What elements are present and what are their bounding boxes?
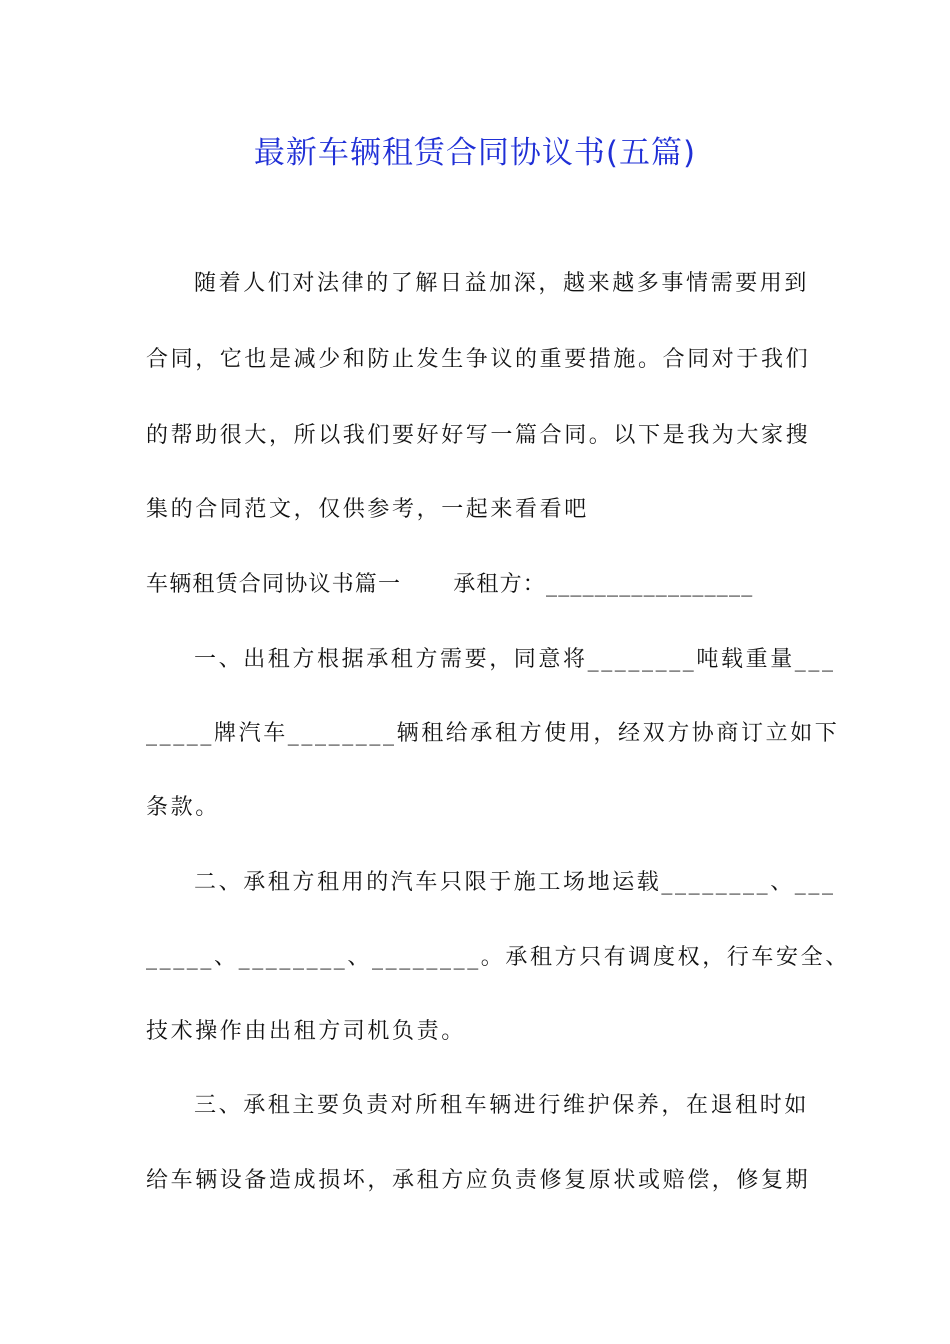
- intro-line-2: 合同，它也是减少和防止发生争议的重要措施。合同对于我们: [146, 347, 811, 372]
- section-heading: 车辆租赁合同协议书篇一: [146, 572, 402, 597]
- clause-2-line-3: 技术操作由出租方司机负责。: [146, 1019, 466, 1044]
- section-heading-row: [146, 567, 753, 603]
- intro-line-4: 集的合同范文，仅供参考，一起来看看吧: [146, 497, 589, 522]
- intro-line-3: 的帮助很大，所以我们要好好写一篇合同。以下是我为大家搜: [146, 423, 811, 448]
- document-title: 最新车辆租赁合同协议书(五篇): [253, 135, 697, 171]
- lessee-label: 承租方：_________________: [453, 572, 754, 597]
- clause-1-line-2: _____牌汽车________辆租给承租方使用，经双方协商订立如下: [146, 721, 840, 746]
- clause-1-line-3: 条款。: [146, 795, 220, 820]
- clause-1-line-1: 一、出租方根据承租方需要，同意将________吨载重量___: [194, 647, 836, 672]
- clause-2-line-2: _____、________、________。承租方只有调度权，行车安全、: [146, 945, 850, 970]
- clause-3-line-1: 三、承租主要负责对所租车辆进行维护保养，在退租时如: [194, 1093, 810, 1118]
- clause-2-line-1: 二、承租方租用的汽车只限于施工场地运载________、___: [194, 870, 836, 895]
- intro-line-1: 随着人们对法律的了解日益加深，越来越多事情需要用到: [194, 271, 810, 296]
- clause-3-line-2: 给车辆设备造成损坏，承租方应负责修复原状或赔偿，修复期: [146, 1168, 811, 1193]
